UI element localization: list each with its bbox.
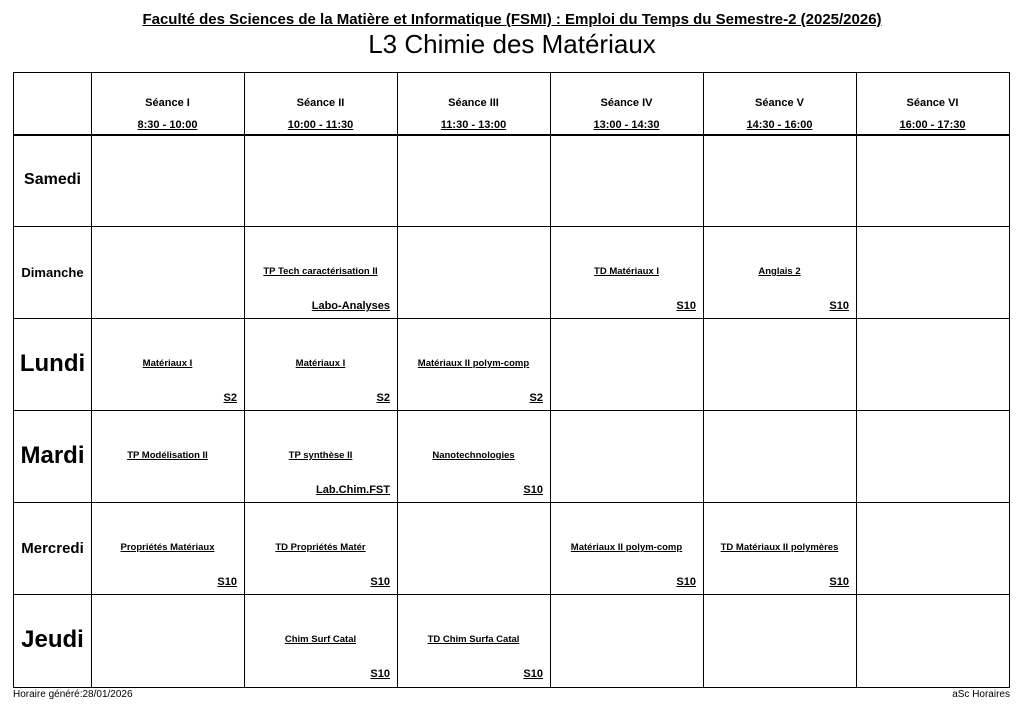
session-name: Séance VI xyxy=(906,97,959,109)
course-name: Nanotechnologies xyxy=(432,450,515,461)
course-name: TP Modélisation II xyxy=(127,450,208,461)
session-time: 14:30 - 16:00 xyxy=(746,119,813,131)
session-header xyxy=(91,73,244,134)
session-header xyxy=(703,73,856,134)
day-name: Dimanche xyxy=(21,264,84,280)
class-name: L3 Chimie des Matériaux xyxy=(368,29,656,59)
session-name: Séance I xyxy=(145,97,190,109)
session-time: 8:30 - 10:00 xyxy=(137,119,198,131)
course-name: TP synthèse II xyxy=(288,450,353,461)
course-name: TD Matériaux II polymères xyxy=(720,542,839,553)
course-name: Matériaux II polym-comp xyxy=(570,542,683,553)
course-name: TP Tech caractérisation II xyxy=(263,266,378,277)
room-label: S10 xyxy=(829,300,849,312)
session-time: 13:00 - 14:30 xyxy=(593,119,660,131)
room-label: S2 xyxy=(376,392,390,404)
session-header xyxy=(856,73,1009,134)
room-label: S2 xyxy=(529,392,543,404)
session-time: 10:00 - 11:30 xyxy=(287,119,354,131)
course-name: Matériaux I xyxy=(295,358,346,369)
session-name: Séance IV xyxy=(600,97,653,109)
page-title: Faculté des Sciences de la Matière et Informatique (FSMI) : Emploi du Temps du Semestre-2 (2025/2026) xyxy=(142,11,882,28)
course-name: Propriétés Matériaux xyxy=(120,542,215,553)
grid-hline xyxy=(14,502,1009,503)
day-name: Mardi xyxy=(20,442,85,469)
course-name: Matériaux I xyxy=(142,358,193,369)
room-label: S10 xyxy=(523,484,543,496)
grid-hline xyxy=(14,318,1009,319)
course-name: Anglais 2 xyxy=(758,266,801,277)
timetable-grid xyxy=(13,72,1010,688)
course-name: Chim Surf Catal xyxy=(284,634,357,645)
day-name: Jeudi xyxy=(21,626,84,653)
room-label: S10 xyxy=(676,576,696,588)
session-time: 16:00 - 17:30 xyxy=(899,119,966,131)
room-label: S10 xyxy=(676,300,696,312)
software-credit: aSc Horaires xyxy=(952,689,1010,700)
day-name: Lundi xyxy=(19,350,86,377)
room-label: S10 xyxy=(370,668,390,680)
room-label: S10 xyxy=(829,576,849,588)
grid-hline xyxy=(14,410,1009,411)
grid-hline xyxy=(14,134,1009,136)
course-name: TD Matériaux I xyxy=(594,266,659,277)
room-label: S2 xyxy=(223,392,237,404)
room-label: Lab.Chim.FST xyxy=(316,484,390,496)
generated-date: Horaire généré:28/01/2026 xyxy=(13,689,133,700)
course-name: TD Chim Surfa Catal xyxy=(427,634,520,645)
room-label: S10 xyxy=(523,668,543,680)
grid-hline xyxy=(14,226,1009,227)
session-header xyxy=(397,73,550,134)
session-name: Séance II xyxy=(296,97,345,109)
grid-hline xyxy=(14,594,1009,595)
room-label: S10 xyxy=(370,576,390,588)
session-name: Séance III xyxy=(448,97,499,109)
day-name: Mercredi xyxy=(21,539,84,557)
session-header xyxy=(550,73,703,134)
course-name: Matériaux II polym-comp xyxy=(417,358,530,369)
room-label: Labo-Analyses xyxy=(311,300,390,312)
course-name: TD Propriétés Matér xyxy=(275,542,366,553)
day-name: Samedi xyxy=(24,171,81,188)
session-name: Séance V xyxy=(755,97,804,109)
room-label: S10 xyxy=(217,576,237,588)
session-header xyxy=(244,73,397,134)
session-time: 11:30 - 13:00 xyxy=(440,119,507,131)
